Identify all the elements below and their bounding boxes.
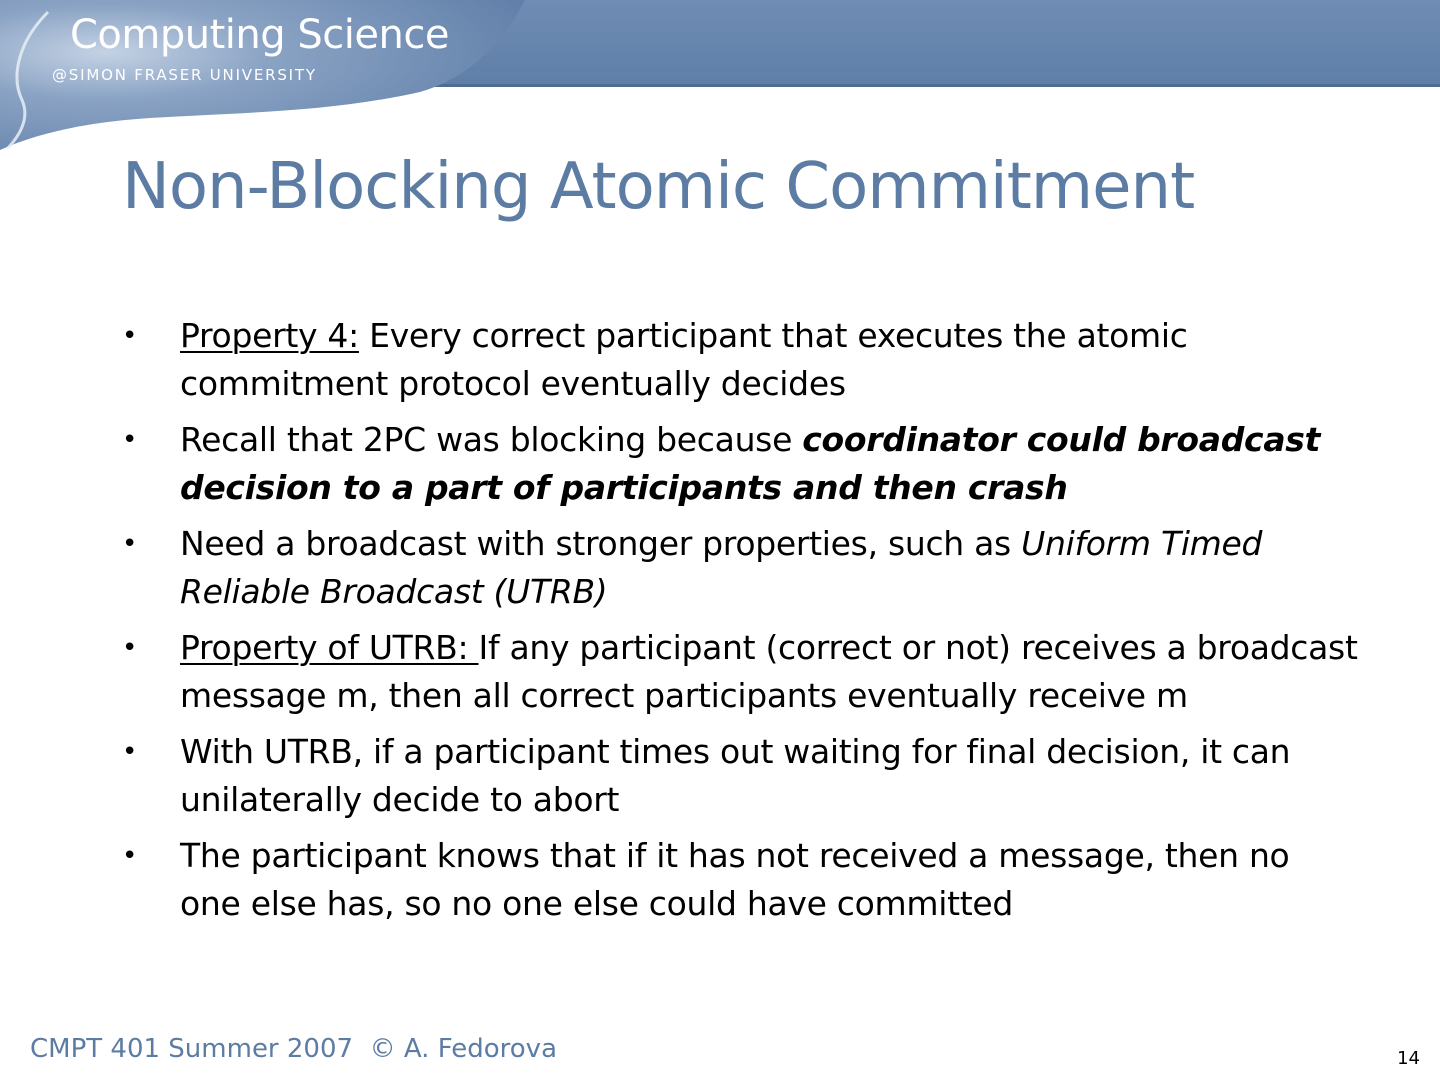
- bullet-marker: •: [122, 529, 138, 559]
- bullet-item: [120, 520, 1360, 616]
- bullet-marker: •: [122, 425, 138, 455]
- bullet-item: [120, 624, 1360, 720]
- bullet-text: If any participant (correct or not) receives a broadcast message m, then all correct participants eventually receive m: [180, 628, 1358, 715]
- brand-logo-subtitle: @SIMON FRASER UNIVERSITY: [52, 66, 317, 84]
- bullet-marker: •: [122, 321, 138, 351]
- page-number: 14: [1397, 1048, 1420, 1069]
- bullet-italic: Uniform Timed Reliable Broadcast (UTRB): [180, 524, 1263, 611]
- bullet-text: Every correct participant that executes the atomic commitment protocol eventually decides: [180, 316, 1188, 403]
- bullet-list: [120, 312, 1360, 936]
- bullet-label: Property of UTRB:: [180, 628, 479, 667]
- bullet-text: The participant knows that if it has not received a message, then no one else has, so no one else could have committed: [180, 836, 1290, 923]
- bullet-text: Recall that 2PC was blocking because: [180, 420, 803, 459]
- bullet-emphasis: coordinator could broadcast decision to a part of participants and then crash: [180, 420, 1321, 507]
- bullet-item: [120, 416, 1360, 512]
- bullet-marker: •: [122, 841, 138, 871]
- brand-logo-title: Computing Science: [70, 12, 449, 58]
- bullet-marker: •: [122, 737, 138, 767]
- bullet-text: With UTRB, if a participant times out waiting for final decision, it can unilaterally decide to abort: [180, 732, 1291, 819]
- footer-course: CMPT 401 Summer 2007 © A. Fedorova: [30, 1034, 557, 1064]
- bullet-marker: •: [122, 633, 138, 663]
- bullet-text: Need a broadcast with stronger properties, such as: [180, 524, 1022, 563]
- slide-title: Non-Blocking Atomic Commitment: [122, 150, 1195, 224]
- bullet-item: [120, 728, 1360, 824]
- bullet-label: Property 4:: [180, 316, 359, 355]
- bullet-item: [120, 312, 1360, 408]
- header-banner: [0, 0, 1440, 150]
- bullet-item: [120, 832, 1360, 928]
